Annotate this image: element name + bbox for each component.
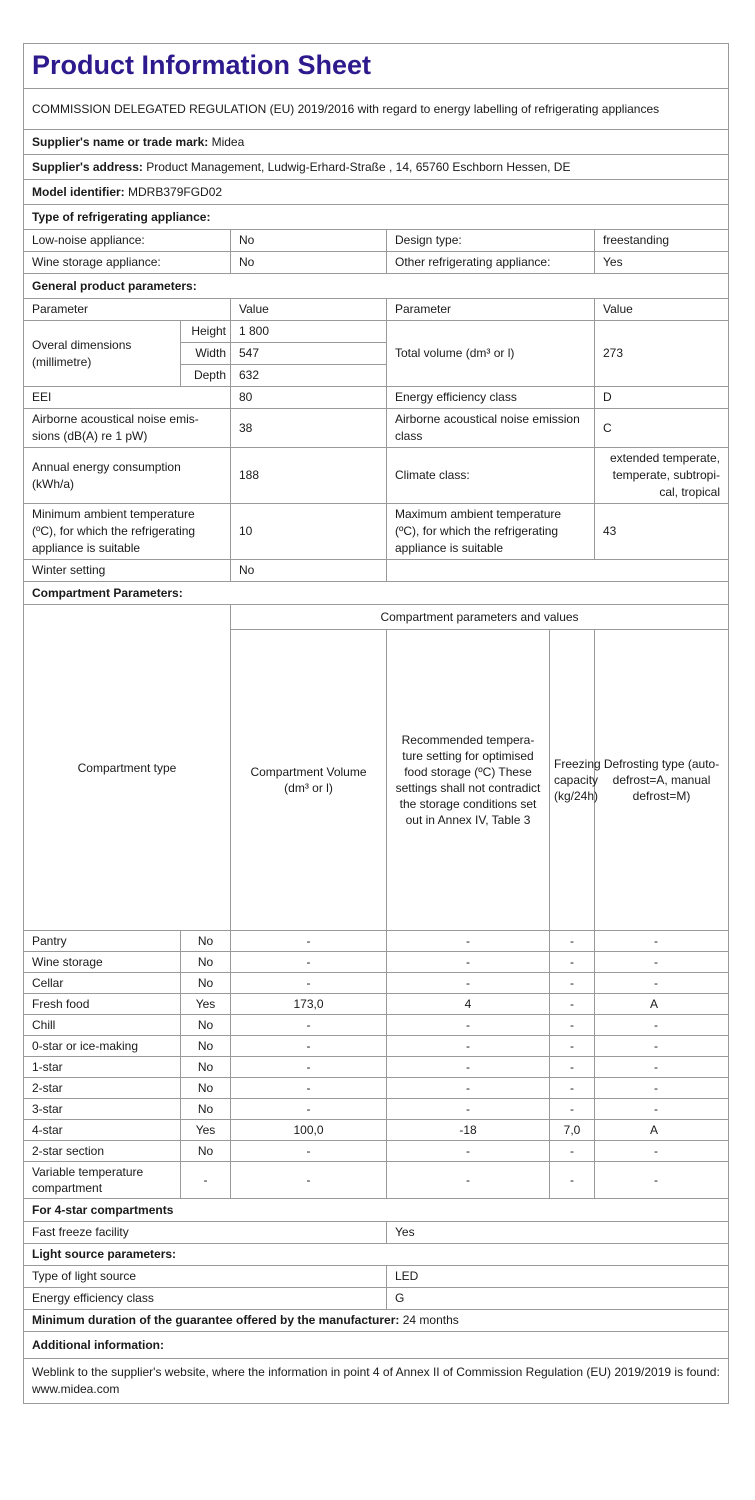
compartment-volume: - [231,1036,387,1057]
energy-class-value: D [595,387,729,409]
compartment-temp: - [387,1015,550,1036]
compartment-defrost: A [595,994,729,1015]
light-type-label: Type of light source [24,1266,387,1288]
compartment-volume: - [231,952,387,973]
winter-blank [387,560,729,582]
compartment-temp: 4 [387,994,550,1015]
value-header-left: Value [231,299,387,321]
compartment-volume: - [231,1057,387,1078]
compartment-present: No [181,1036,231,1057]
volume-header: Compartment Volume (dm³ or l) [231,630,387,931]
compartment-row [24,1120,729,1141]
annual-energy-label: Annual energy consumption (kWh/a) [24,448,231,504]
compartment-defrost: - [595,952,729,973]
energy-class-label: Energy efficiency class [387,387,595,409]
compartment-heading: Compartment Parameters: [24,582,729,605]
compartment-freezing: - [550,1015,595,1036]
value-header-right: Value [595,299,729,321]
compartment-freezing: - [550,1078,595,1099]
compartment-present: - [181,1162,231,1199]
model-identifier: MDRB379FGD02 [128,184,223,199]
four-star-heading: For 4-star compartments [24,1199,729,1222]
min-temp-value: 10 [231,504,387,560]
width-label: Width [181,343,231,365]
additional-heading: Additional information: [24,1332,729,1359]
compartment-defrost: - [595,1036,729,1057]
regulation-text: COMMISSION DELEGATED REGULATION (EU) 2019/2016 with regard to energy labelling of refrigerating appliances [24,89,729,130]
compartment-temp: - [387,1036,550,1057]
compartment-temp: - [387,1099,550,1120]
compartment-defrost: - [595,1015,729,1036]
compartment-freezing: - [550,1099,595,1120]
climate-class-value: extended temperate, temperate, subtropical, tropical [595,448,729,504]
compartment-freezing: - [550,952,595,973]
compartment-volume: 100,0 [231,1120,387,1141]
compartment-freezing: - [550,994,595,1015]
type-heading: Type of refrigerating appliance: [24,205,729,230]
winter-label: Winter setting [24,560,231,582]
noise-value: 38 [231,409,387,448]
width-value: 547 [231,343,387,365]
compartment-freezing: - [550,1162,595,1199]
compartment-volume: - [231,1141,387,1162]
total-volume-label: Total volume (dm³ or l) [387,321,595,387]
design-type-value: freestanding [595,230,729,252]
guarantee-value: 24 months [402,1313,459,1327]
compartment-name: 2-star section [24,1141,181,1162]
compartment-name: Variable temperature compartment [24,1162,181,1199]
compartment-freezing: - [550,973,595,994]
compartment-volume: - [231,973,387,994]
general-heading: General product parameters: [24,274,729,299]
height-label: Height [181,321,231,343]
supplier-address-row [24,155,729,180]
compartment-freezing: 7,0 [550,1120,595,1141]
compartment-defrost: - [595,931,729,952]
compartment-defrost: - [595,1078,729,1099]
compartment-volume: - [231,1078,387,1099]
noise-class-label: Airborne acoustical noise emission class [387,409,595,448]
freezing-header: Freezing capacity (kg/24h) [550,630,595,931]
light-type-value: LED [387,1266,729,1288]
max-temp-value: 43 [595,504,729,560]
compartment-defrost: - [595,1057,729,1078]
compartment-name: 1-star [24,1057,181,1078]
weblink-text: Weblink to the supplier's website, where the information in point 4 of Annex II of Commission Regulation (EU) 2019/2019 is found: www.midea.com [24,1359,729,1404]
compartment-temp: -18 [387,1120,550,1141]
compartment-present: No [181,1057,231,1078]
low-noise-value: No [231,230,387,252]
compartment-name: Fresh food [24,994,181,1015]
compartment-name: 2-star [24,1078,181,1099]
compartment-temp: - [387,931,550,952]
depth-value: 632 [231,365,387,387]
eei-value: 80 [231,387,387,409]
low-noise-label: Low-noise appliance: [24,230,231,252]
compartment-name: 4-star [24,1120,181,1141]
compartment-row [24,1141,729,1162]
compartment-defrost: - [595,973,729,994]
supplier-address: Product Management, Ludwig-Erhard-Straße , 14, 65760 Eschborn Hessen, DE [146,159,571,174]
product-information-sheet [23,43,728,1404]
light-class-label: Energy efficiency class [24,1288,387,1310]
temp-header: Recommended temperature setting for optimised food storage (ºC) These settings shall not contradict the storage conditions set out in Annex IV, Table 3 [387,630,550,931]
model-label: Model identifier: [32,184,125,199]
compartment-temp: - [387,1141,550,1162]
min-temp-label: Minimum ambient temperature (ºC), for which the refrigerating appliance is suitable [24,504,231,560]
param-header-right: Parameter [387,299,595,321]
compartment-temp: - [387,1057,550,1078]
light-heading: Light source parameters: [24,1244,729,1266]
compartment-present: No [181,1015,231,1036]
guarantee-label: Minimum duration of the guarantee offered by the manufacturer: [32,1313,400,1327]
compartment-row [24,994,729,1015]
compartment-volume: - [231,1015,387,1036]
fast-freeze-value: Yes [387,1222,729,1244]
compartment-row [24,1162,729,1199]
dimensions-label: Overal dimensions (millimetre) [24,321,181,387]
info-table [23,43,729,1404]
compartment-row [24,1057,729,1078]
compartment-volume: - [231,931,387,952]
supplier-name-row [24,130,729,155]
eei-label: EEI [24,387,231,409]
compartment-name: Pantry [24,931,181,952]
design-type-label: Design type: [387,230,595,252]
compartment-freezing: - [550,931,595,952]
climate-class-label: Climate class: [387,448,595,504]
compartment-name: Wine storage [24,952,181,973]
compartment-row [24,952,729,973]
compartment-group-header: Compartment parameters and values [231,605,729,630]
compartment-present: No [181,1099,231,1120]
compartment-freezing: - [550,1057,595,1078]
max-temp-label: Maximum ambient temperature (ºC), for which the refrigerating appliance is suitable [387,504,595,560]
winter-value: No [231,560,387,582]
compartment-name: Cellar [24,973,181,994]
compartment-row [24,1099,729,1120]
defrost-header: Defrosting type (auto-defrost=A, manual defrost=M) [595,630,729,931]
fast-freeze-label: Fast freeze facility [24,1222,387,1244]
compartment-volume: - [231,1162,387,1199]
depth-label: Depth [181,365,231,387]
compartment-row [24,931,729,952]
other-appliance-label: Other refrigerating appliance: [387,252,595,274]
compartment-temp: - [387,1162,550,1199]
compartment-freezing: - [550,1036,595,1057]
param-header-left: Parameter [24,299,231,321]
compartment-volume: - [231,1099,387,1120]
compartment-present: No [181,952,231,973]
compartment-volume: 173,0 [231,994,387,1015]
noise-class-value: C [595,409,729,448]
compartment-temp: - [387,1078,550,1099]
light-class-value: G [387,1288,729,1310]
compartment-row [24,1078,729,1099]
wine-storage-label: Wine storage appliance: [24,252,231,274]
compartment-name: 3-star [24,1099,181,1120]
compartment-freezing: - [550,1141,595,1162]
other-appliance-value: Yes [595,252,729,274]
supplier-address-label: Supplier's address: [32,159,143,174]
compartment-present: No [181,973,231,994]
compartment-present: Yes [181,994,231,1015]
compartment-defrost: - [595,1141,729,1162]
compartment-name: 0-star or ice-making [24,1036,181,1057]
compartment-temp: - [387,973,550,994]
compartment-defrost: - [595,1162,729,1199]
supplier-name: Midea [211,134,245,149]
page-title: Product Information Sheet [24,44,729,89]
annual-energy-value: 188 [231,448,387,504]
compartment-row [24,1015,729,1036]
height-value: 1 800 [231,321,387,343]
wine-storage-value: No [231,252,387,274]
compartment-type-header: Compartment type [24,605,231,931]
compartment-present: No [181,1141,231,1162]
compartment-defrost: A [595,1120,729,1141]
compartment-present: No [181,931,231,952]
noise-label: Airborne acoustical noise emissions (dB(A) re 1 pW) [24,409,231,448]
compartment-name: Chill [24,1015,181,1036]
compartment-rows [24,931,729,1199]
compartment-temp: - [387,952,550,973]
compartment-row [24,973,729,994]
supplier-name-label: Supplier's name or trade mark: [32,134,209,149]
compartment-present: Yes [181,1120,231,1141]
total-volume-value: 273 [595,321,729,387]
compartment-row [24,1036,729,1057]
compartment-present: No [181,1078,231,1099]
model-row [24,180,729,205]
compartment-defrost: - [595,1099,729,1120]
guarantee-row [24,1310,729,1332]
